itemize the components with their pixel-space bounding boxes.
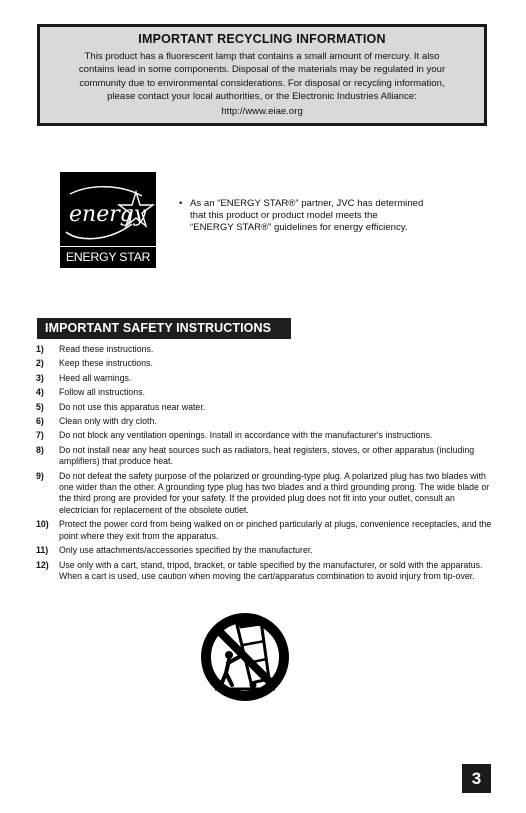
list-item [36,545,494,556]
item-number: 8) [36,444,44,455]
list-item [36,445,494,468]
item-number: 1) [36,344,44,354]
safety-instructions-list [36,344,494,585]
item-number: 6) [36,416,44,427]
recycling-line: contains lead in some components. Disposal of the materials may be regulated in your [78,64,446,76]
list-item [36,358,494,369]
list-item [36,402,494,413]
list-item [36,387,494,398]
item-number: 9) [36,470,44,481]
item-text: Use only with a cart, stand, tripod, bracket, or table specified by the manufacturer, or sold with the apparatus. When a cart is used, use caution when moving the cart/apparatus combination to avoid injury from tip-over. [59,559,483,581]
item-text: Keep these instructions. [59,358,153,369]
recycling-line: please contact your local authorities, or the Electronic Industries Alliance: [107,90,417,102]
energy-star-line: As an “ENERGY STAR®” partner, JVC has determined [190,198,424,209]
recycling-line: community due to environmental considerations. For disposal or recycling information, [79,77,445,89]
item-text: Heed all warnings. [59,372,132,383]
energy-star-logo-label: ENERGY STAR [60,246,156,268]
item-text: Do not defeat the safety purpose of the polarized or grounding-type plug. A polarized plug has two blades with one wider than the other. A grounding type plug has two blades and a third grounding prong. The wide blade or the third prong are provided for your safety. If the provided plug does not fit into your outlet, consult an electrician for replacement of the obsolete outlet. [59,470,490,515]
item-number: 12) [36,559,49,570]
list-item [36,471,494,517]
energy-script-text: energy [69,202,147,227]
cart-tip-over-warning-icon [199,611,291,703]
safety-heading: IMPORTANT SAFETY INSTRUCTIONS [37,318,291,339]
item-number: 5) [36,401,44,412]
item-text: Do not use this apparatus near water. [59,401,206,412]
list-item [36,416,494,427]
list-item [36,560,494,583]
item-number: 3) [36,372,44,383]
energy-star-line: that this product or product model meets the [190,210,378,221]
list-item [36,373,494,384]
item-number: 4) [36,387,44,398]
recycling-line: This product has a fluorescent lamp that contains a small amount of mercury. It also [84,51,440,62]
item-text: Protect the power cord from being walked on or pinched particularly at plugs, convenience receptacles, and the point where they exit from the apparatus. [59,519,492,541]
recycling-url: http://www.eiae.org [221,106,303,118]
item-number: 7) [36,430,44,441]
item-text: Do not block any ventilation openings. Install in accordance with the manufacturer's instructions. [59,430,433,441]
recycling-info-box [37,24,487,126]
bullet: • [179,198,183,209]
item-text: Read these instructions. [59,344,154,354]
item-text: Follow all instructions. [59,387,146,398]
recycling-body [48,50,476,103]
item-text: Only use attachments/accessories specified by the manufacturer. [59,545,313,556]
item-number: 11) [36,545,49,556]
item-number: 2) [36,358,44,369]
energy-star-line: “ENERGY STAR®” guidelines for energy efficiency. [190,222,408,233]
list-item [36,519,494,542]
energy-star-statement [179,198,479,234]
item-text: Clean only with dry cloth. [59,416,157,427]
recycling-title: IMPORTANT RECYCLING INFORMATION [138,32,386,46]
list-item [36,430,494,441]
energy-star-icon [60,172,156,248]
energy-star-logo [60,172,156,268]
item-number: 10) [36,519,49,530]
list-item [36,344,494,355]
page-number: 3 [462,764,491,793]
item-text: Do not install near any heat sources such as radiators, heat registers, stoves, or other apparatus (including amplifiers) that produce heat. [59,444,475,467]
